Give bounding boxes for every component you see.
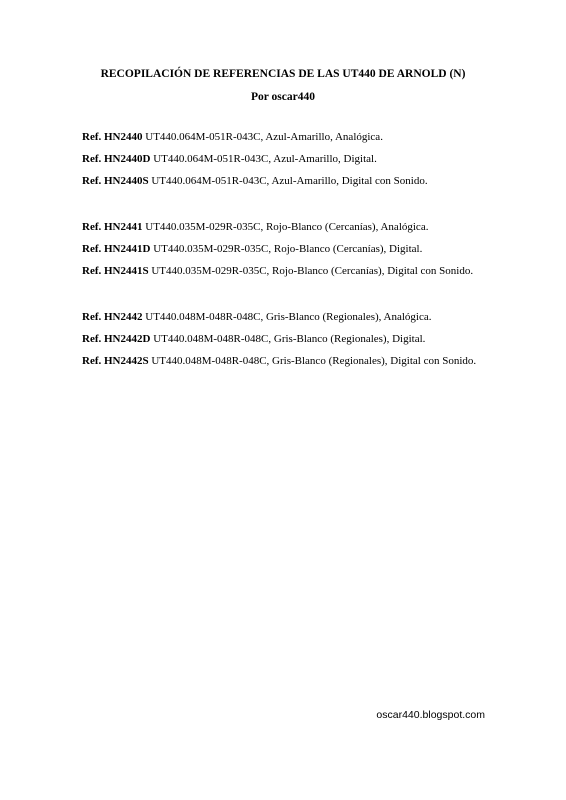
page-subtitle: Por oscar440 [251, 91, 315, 103]
reference-description: UT440.064M-051R-043C, Azul-Amarillo, Digital con Sonido. [151, 175, 428, 187]
reference-line [82, 264, 542, 286]
reference-code: Ref. HN2441 [82, 221, 143, 233]
reference-code: Ref. HN2441S [82, 265, 149, 277]
reference-line [82, 174, 542, 196]
reference-line [82, 310, 542, 332]
reference-code: Ref. HN2442 [82, 311, 143, 323]
reference-description: UT440.064M-051R-043C, Azul-Amarillo, Analógica. [145, 131, 383, 143]
reference-code: Ref. HN2440 [82, 131, 143, 143]
reference-description: UT440.035M-029R-035C, Rojo-Blanco (Cercanías), Digital. [153, 243, 423, 255]
reference-code: Ref. HN2442S [82, 355, 149, 367]
page-title: RECOPILACIÓN DE REFERENCIAS DE LAS UT440 DE ARNOLD (N) [100, 68, 466, 80]
reference-group-hn2442 [82, 310, 542, 376]
reference-code: Ref. HN2440S [82, 175, 149, 187]
reference-line [82, 220, 542, 242]
reference-description: UT440.048M-048R-048C, Gris-Blanco (Regionales), Analógica. [145, 311, 432, 323]
reference-line [82, 354, 542, 376]
reference-line [82, 130, 542, 152]
reference-group-hn2440 [82, 130, 542, 196]
reference-description: UT440.048M-048R-048C, Gris-Blanco (Regionales), Digital. [153, 333, 426, 345]
reference-line [82, 332, 542, 354]
reference-line [82, 242, 542, 264]
reference-line [82, 152, 542, 174]
footer-blog-url: oscar440.blogspot.com [376, 709, 485, 721]
reference-groups [82, 130, 542, 400]
reference-description: UT440.035M-029R-035C, Rojo-Blanco (Cercanías), Analógica. [145, 221, 429, 233]
reference-code: Ref. HN2440D [82, 153, 151, 165]
reference-code: Ref. HN2441D [82, 243, 151, 255]
reference-group-hn2441 [82, 220, 542, 286]
reference-code: Ref. HN2442D [82, 333, 151, 345]
reference-description: UT440.064M-051R-043C, Azul-Amarillo, Digital. [153, 153, 377, 165]
reference-description: UT440.048M-048R-048C, Gris-Blanco (Regionales), Digital con Sonido. [151, 355, 477, 367]
reference-description: UT440.035M-029R-035C, Rojo-Blanco (Cercanías), Digital con Sonido. [151, 265, 474, 277]
